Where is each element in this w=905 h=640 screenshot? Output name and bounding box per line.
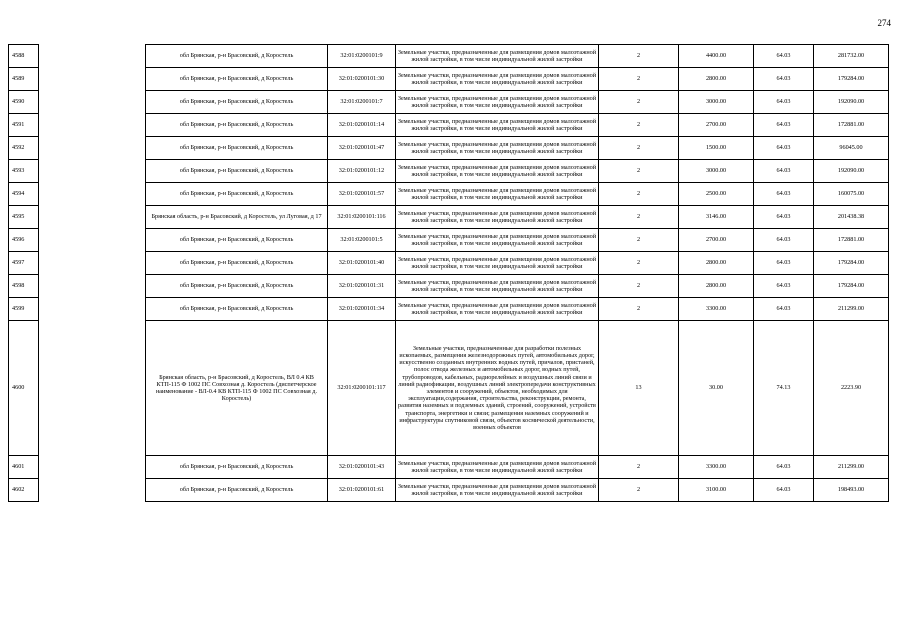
rate-cell: 74.13 (754, 321, 814, 456)
cadastral-value-cell: 211299.00 (814, 456, 889, 479)
table-row (9, 229, 889, 252)
group-cell: 13 (599, 321, 679, 456)
cadastral-number-cell: 32:01:0200101:14 (328, 114, 396, 137)
rate-cell: 64.03 (754, 206, 814, 229)
spacer-cell (39, 137, 146, 160)
land-use-cell: Земельные участки, предназначенные для размещения домов малоэтажной жилой застройки, в том числе индивидуальной жилой застройки (396, 456, 599, 479)
rate-cell: 64.03 (754, 275, 814, 298)
land-use-cell: Земельные участки, предназначенные для размещения домов малоэтажной жилой застройки, в том числе индивидуальной жилой застройки (396, 160, 599, 183)
cadastral-value-cell: 192090.00 (814, 160, 889, 183)
address-cell: обл Брянская, р-н Брасовский, д Коростель (146, 252, 328, 275)
cadastral-number-cell: 32:01:0200101:116 (328, 206, 396, 229)
table-row (9, 298, 889, 321)
address-cell: обл Брянская, р-н Брасовский, д Коростель (146, 45, 328, 68)
cadastral-value-cell: 2223.90 (814, 321, 889, 456)
area-cell: 2700.00 (679, 114, 754, 137)
table-row (9, 160, 889, 183)
spacer-cell (39, 68, 146, 91)
table-body (9, 45, 889, 502)
area-cell: 2700.00 (679, 229, 754, 252)
rate-cell: 64.03 (754, 45, 814, 68)
address-cell: обл Брянская, р-н Брасовский, д Коростель (146, 298, 328, 321)
cadastral-number-cell: 32:01:0200101:117 (328, 321, 396, 456)
group-cell: 2 (599, 160, 679, 183)
land-use-cell: Земельные участки, предназначенные для размещения домов малоэтажной жилой застройки, в том числе индивидуальной жилой застройки (396, 479, 599, 502)
table-row (9, 321, 889, 456)
land-use-cell: Земельные участки, предназначенные для размещения домов малоэтажной жилой застройки, в том числе индивидуальной жилой застройки (396, 45, 599, 68)
spacer-cell (39, 114, 146, 137)
rate-cell: 64.03 (754, 137, 814, 160)
cadastral-value-cell: 160075.00 (814, 183, 889, 206)
area-cell: 1500.00 (679, 137, 754, 160)
address-cell: обл Брянская, р-н Брасовский, д Коростель (146, 160, 328, 183)
cadastral-value-cell: 179284.00 (814, 68, 889, 91)
rate-cell: 64.03 (754, 479, 814, 502)
address-cell: Брянская область, р-н Брасовский, д Коростель, ул Луговая, д 17 (146, 206, 328, 229)
cadastral-number-cell: 32:01:0200101:57 (328, 183, 396, 206)
cadastral-value-cell: 201438.38 (814, 206, 889, 229)
table-row (9, 479, 889, 502)
row-number-cell: 4601 (9, 456, 39, 479)
row-number-cell: 4600 (9, 321, 39, 456)
table-row (9, 206, 889, 229)
cadastral-number-cell: 32:01:0200101:40 (328, 252, 396, 275)
address-cell: обл Брянская, р-н Брасовский, д Коростель (146, 456, 328, 479)
row-number-cell: 4591 (9, 114, 39, 137)
table-row (9, 275, 889, 298)
area-cell: 3300.00 (679, 456, 754, 479)
page-number: 274 (877, 18, 891, 28)
land-use-cell: Земельные участки, предназначенные для разработки полезных ископаемых, размещения железнодорожных путей, автомобильных дорог, искусственно созданных внутренних водных путей, причалов, пристаней, полос отвода железных и автомобильных дорог, водных путей, трубопроводов, кабельных, радиорелейных и воздушных линий связи и линий радиофикации, воздушных линий электропередачи конструктивных элементов и сооружений, объектов, необходимых для эксплуатации,содержания, строительства, реконструкции, ремонта, развития наземных и подземных зданий, строений, сооружений, устройств транспорта, энергетики и связи; размещения наземных сооружений и инфраструктуры спутниковой связи, объектов космической деятельности, военных объектов (396, 321, 599, 456)
row-number-cell: 4602 (9, 479, 39, 502)
area-cell: 3300.00 (679, 298, 754, 321)
row-number-cell: 4593 (9, 160, 39, 183)
group-cell: 2 (599, 252, 679, 275)
row-number-cell: 4589 (9, 68, 39, 91)
cadastral-value-table (8, 44, 889, 502)
land-use-cell: Земельные участки, предназначенные для размещения домов малоэтажной жилой застройки, в том числе индивидуальной жилой застройки (396, 91, 599, 114)
rate-cell: 64.03 (754, 160, 814, 183)
land-use-cell: Земельные участки, предназначенные для размещения домов малоэтажной жилой застройки, в том числе индивидуальной жилой застройки (396, 298, 599, 321)
group-cell: 2 (599, 45, 679, 68)
table-row (9, 183, 889, 206)
address-cell: обл Брянская, р-н Брасовский, д Коростель (146, 183, 328, 206)
table-row (9, 45, 889, 68)
area-cell: 3146.00 (679, 206, 754, 229)
spacer-cell (39, 275, 146, 298)
area-cell: 2800.00 (679, 68, 754, 91)
table-row (9, 456, 889, 479)
cadastral-value-cell: 198493.00 (814, 479, 889, 502)
area-cell: 3000.00 (679, 160, 754, 183)
area-cell: 4400.00 (679, 45, 754, 68)
group-cell: 2 (599, 479, 679, 502)
spacer-cell (39, 456, 146, 479)
group-cell: 2 (599, 183, 679, 206)
group-cell: 2 (599, 275, 679, 298)
row-number-cell: 4595 (9, 206, 39, 229)
row-number-cell: 4592 (9, 137, 39, 160)
table-row (9, 114, 889, 137)
table-row (9, 68, 889, 91)
row-number-cell: 4596 (9, 229, 39, 252)
spacer-cell (39, 160, 146, 183)
cadastral-number-cell: 32:01:0200101:30 (328, 68, 396, 91)
cadastral-value-cell: 192090.00 (814, 91, 889, 114)
cadastral-value-cell: 179284.00 (814, 275, 889, 298)
land-use-cell: Земельные участки, предназначенные для размещения домов малоэтажной жилой застройки, в том числе индивидуальной жилой застройки (396, 206, 599, 229)
cadastral-number-cell: 32:01:0200101:47 (328, 137, 396, 160)
land-use-cell: Земельные участки, предназначенные для размещения домов малоэтажной жилой застройки, в том числе индивидуальной жилой застройки (396, 137, 599, 160)
address-cell: обл Брянская, р-н Брасовский, д Коростель (146, 479, 328, 502)
rate-cell: 64.03 (754, 114, 814, 137)
rate-cell: 64.03 (754, 229, 814, 252)
cadastral-number-cell: 32:01:0200101:9 (328, 45, 396, 68)
cadastral-number-cell: 32:01:0200101:43 (328, 456, 396, 479)
spacer-cell (39, 321, 146, 456)
cadastral-value-cell: 211299.00 (814, 298, 889, 321)
row-number-cell: 4594 (9, 183, 39, 206)
group-cell: 2 (599, 229, 679, 252)
spacer-cell (39, 206, 146, 229)
area-cell: 3100.00 (679, 479, 754, 502)
area-cell: 2800.00 (679, 252, 754, 275)
land-use-cell: Земельные участки, предназначенные для размещения домов малоэтажной жилой застройки, в том числе индивидуальной жилой застройки (396, 68, 599, 91)
table-row (9, 252, 889, 275)
address-cell: обл Брянская, р-н Брасовский, д Коростель (146, 68, 328, 91)
rate-cell: 64.03 (754, 298, 814, 321)
rate-cell: 64.03 (754, 91, 814, 114)
row-number-cell: 4597 (9, 252, 39, 275)
group-cell: 2 (599, 91, 679, 114)
table-row (9, 91, 889, 114)
area-cell: 30.00 (679, 321, 754, 456)
cadastral-value-cell: 172881.00 (814, 114, 889, 137)
group-cell: 2 (599, 206, 679, 229)
cadastral-number-cell: 32:01:0200101:5 (328, 229, 396, 252)
area-cell: 2800.00 (679, 275, 754, 298)
cadastral-number-cell: 32:01:0200101:31 (328, 275, 396, 298)
group-cell: 2 (599, 114, 679, 137)
address-cell: обл Брянская, р-н Брасовский, д Коростель (146, 275, 328, 298)
group-cell: 2 (599, 298, 679, 321)
land-use-cell: Земельные участки, предназначенные для размещения домов малоэтажной жилой застройки, в том числе индивидуальной жилой застройки (396, 275, 599, 298)
row-number-cell: 4588 (9, 45, 39, 68)
address-cell: обл Брянская, р-н Брасовский, д Коростель (146, 229, 328, 252)
cadastral-value-cell: 96045.00 (814, 137, 889, 160)
group-cell: 2 (599, 137, 679, 160)
cadastral-number-cell: 32:01:0200101:7 (328, 91, 396, 114)
cadastral-value-cell: 281732.00 (814, 45, 889, 68)
cadastral-number-cell: 32:01:0200101:12 (328, 160, 396, 183)
area-cell: 3000.00 (679, 91, 754, 114)
spacer-cell (39, 229, 146, 252)
land-use-cell: Земельные участки, предназначенные для размещения домов малоэтажной жилой застройки, в том числе индивидуальной жилой застройки (396, 229, 599, 252)
row-number-cell: 4598 (9, 275, 39, 298)
rate-cell: 64.03 (754, 456, 814, 479)
cadastral-value-cell: 179284.00 (814, 252, 889, 275)
table-row (9, 137, 889, 160)
spacer-cell (39, 183, 146, 206)
area-cell: 2500.00 (679, 183, 754, 206)
address-cell: обл Брянская, р-н Брасовский, д Коростель (146, 91, 328, 114)
group-cell: 2 (599, 68, 679, 91)
rate-cell: 64.03 (754, 252, 814, 275)
row-number-cell: 4599 (9, 298, 39, 321)
address-cell: обл Брянская, р-н Брасовский, д Коростель (146, 114, 328, 137)
rate-cell: 64.03 (754, 183, 814, 206)
cadastral-number-cell: 32:01:0200101:34 (328, 298, 396, 321)
spacer-cell (39, 252, 146, 275)
cadastral-value-cell: 172881.00 (814, 229, 889, 252)
rate-cell: 64.03 (754, 68, 814, 91)
spacer-cell (39, 298, 146, 321)
land-use-cell: Земельные участки, предназначенные для размещения домов малоэтажной жилой застройки, в том числе индивидуальной жилой застройки (396, 114, 599, 137)
cadastral-number-cell: 32:01:0200101:61 (328, 479, 396, 502)
row-number-cell: 4590 (9, 91, 39, 114)
land-use-cell: Земельные участки, предназначенные для размещения домов малоэтажной жилой застройки, в том числе индивидуальной жилой застройки (396, 183, 599, 206)
group-cell: 2 (599, 456, 679, 479)
spacer-cell (39, 91, 146, 114)
address-cell: Брянская область, р-н Брасовский, д Коростель, ВЛ 0.4 КВ КТП-115 Ф 1002 ПС Совхозная д. Коростель (диспетчерское наименование - ВЛ-0.4 КВ КТП-115 Ф 1002 ПС Совхозная д. Коростель) (146, 321, 328, 456)
spacer-cell (39, 45, 146, 68)
spacer-cell (39, 479, 146, 502)
land-use-cell: Земельные участки, предназначенные для размещения домов малоэтажной жилой застройки, в том числе индивидуальной жилой застройки (396, 252, 599, 275)
address-cell: обл Брянская, р-н Брасовский, д Коростель (146, 137, 328, 160)
